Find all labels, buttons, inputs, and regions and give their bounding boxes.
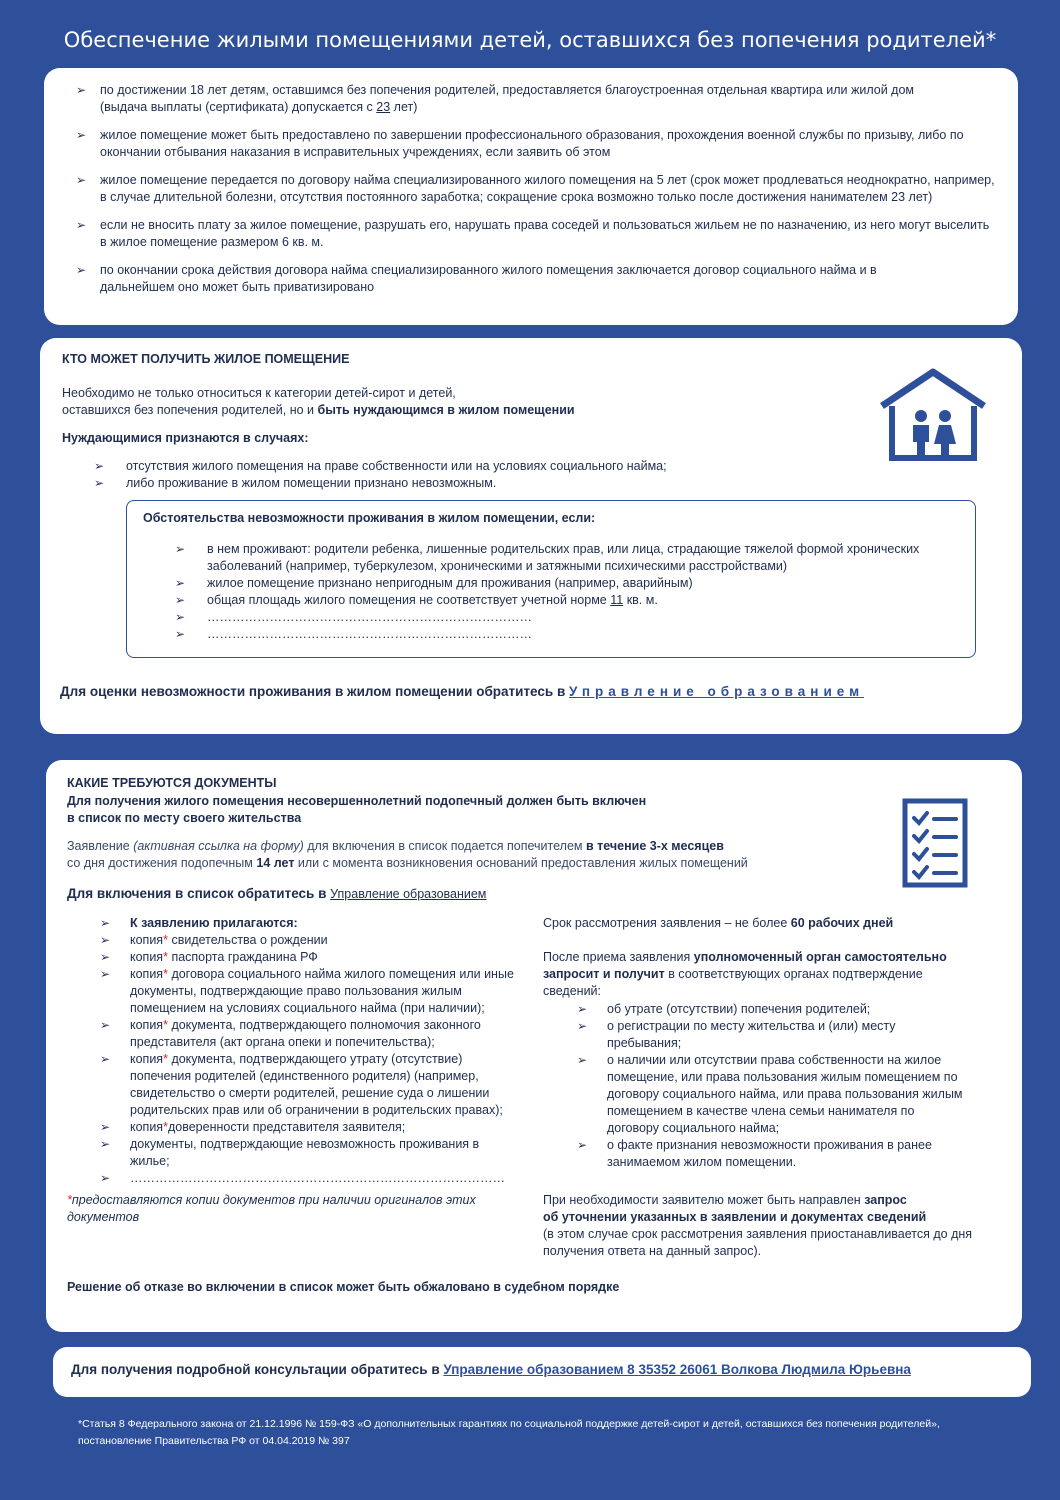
- general-info-list: [76, 82, 996, 307]
- house-children-icon: [878, 366, 988, 462]
- list-item: ➢ копия* договора социального найма жилого помещения или иные документы, подтверждающие право пользования жилым помещением на условиях социального найма (при наличии);: [100, 966, 520, 1017]
- list-contact: Для включения в список обратитесь в Управление образованием: [67, 886, 487, 901]
- needy-title: Нуждающимися признаются в случаях:: [62, 431, 309, 445]
- list-item: ➢ ……………………………………………………………………: [175, 626, 955, 643]
- list-item: ➢ общая площадь жилого помещения не соответствует учетной норме 11 кв. м.: [175, 592, 955, 609]
- assessment-contact: Для оценки невозможности проживания в жилом помещении обратитесь в Управление образованием: [60, 684, 865, 699]
- general-info-card: [44, 68, 1018, 325]
- requested-info-list: [577, 1001, 967, 1171]
- checklist-icon: [902, 798, 968, 888]
- review-term: Срок рассмотрения заявления – не более 60 рабочих дней: [543, 916, 894, 930]
- consultation-contact-link[interactable]: Управление образованием 8 35352 26061 Волкова Людмила Юрьевна: [443, 1362, 911, 1377]
- list-item: ➢ копия* свидетельства о рождении: [100, 932, 520, 949]
- list-item: ➢ копия* паспорта гражданина РФ: [100, 949, 520, 966]
- list-item: ➢ копия* документа, подтверждающего утрату (отсутствие) попечения родителей (единственного родителя) (например, свидетельство о смерти родителей, решение суда о лишении родительских прав или об ограничении в родительских правах);: [100, 1051, 520, 1119]
- list-item: ➢ жилое помещение передается по договору найма специализированного жилого помещения на 5 лет (срок может продлеваться неоднократно, например, в случае длительной болезни, отсутствия постоянного заработка; сокращение срока возможно только после достижения нанимателем 23 лет): [76, 172, 996, 206]
- list-item: ➢ либо проживание в жилом помещении признано невозможным.: [94, 475, 794, 492]
- list-item: ➢ по окончании срока действия договора найма специализированного жилого помещения заключается договор социального найма и в дальнейшем оно может быть приватизировано: [76, 262, 900, 296]
- impossibility-list: [175, 541, 955, 643]
- needy-list: [94, 458, 794, 492]
- intro-text: Необходимо не только относиться к категории детей-сирот и детей, оставшихся без попечения родителей, но и быть нуждающимся в жилом помещении: [62, 386, 575, 417]
- after-application-text: После приема заявления уполномоченный орган самостоятельно запросит и получит в соответствующих органах подтверждение сведений:: [543, 950, 947, 998]
- education-department-link[interactable]: Управление образованием: [330, 887, 487, 901]
- impossibility-box: [126, 500, 976, 658]
- page-title: Обеспечение жилыми помещениями детей, оставшихся без попечения родителей*: [63, 28, 997, 52]
- list-item: ➢ жилое помещение признано непригодным для проживания (например, аварийным): [175, 575, 955, 592]
- list-item: ➢ жилое помещение может быть предоставлено по завершении профессионального образования, прохождения военной службы по призыву, либо по окончании отбывания наказания в исправительных учреждениях, если заявить об этом: [76, 127, 996, 161]
- list-item: ➢ К заявлению прилагаются:: [100, 915, 520, 932]
- list-item: ➢ в нем проживают: родители ребенка, лишенные родительских прав, или лица, страдающие тяжелой формой хронических заболеваний (например, туберкулезом, хроническими и затяжными психическими расстройствами): [175, 541, 955, 575]
- application-text: Заявление (активная ссылка на форму) для включения в список подается попечителем в течение 3-х месяцев со дня достижения подопечным 14 лет или с момента возникновения оснований предоставления жилых помещений: [67, 839, 748, 870]
- consultation-card: [53, 1347, 1031, 1397]
- list-item: ➢ о факте признания невозможности проживания в ранее занимаемом жилом помещении.: [577, 1137, 967, 1171]
- attachments-list: [100, 915, 520, 1187]
- section-heading: КТО МОЖЕТ ПОЛУЧИТЬ ЖИЛОЕ ПОМЕЩЕНИЕ: [62, 352, 350, 366]
- list-item: ➢ документы, подтверждающие невозможность проживания в жилье;: [100, 1136, 520, 1170]
- list-item: ➢ об утрате (отсутствии) попечения родителей;: [577, 1001, 967, 1018]
- list-item: ➢ отсутствия жилого помещения на праве собственности или на условиях социального найма;: [94, 458, 794, 475]
- list-item: ➢ о регистрации по месту жительства и (или) месту пребывания;: [577, 1018, 967, 1052]
- list-item: ➢ ………………………………………………………………………………: [100, 1170, 520, 1187]
- list-item: ➢ по достижении 18 лет детям, оставшимся без попечения родителей, предоставляется благоустроенная отдельная квартира или жилой дом (выдача выплаты (сертификата) допускается с 23 лет): [76, 82, 996, 116]
- documents-card: [46, 760, 1022, 1332]
- clarification-request: При необходимости заявителю может быть направлен запрос об уточнении указанных в заявлении и документах сведений (в этом случае срок рассмотрения заявления приостанавливается до дня получения ответа на данный запрос).: [543, 1193, 973, 1258]
- copies-note: *предоставляются копии документов при наличии оригиналов этих документов: [67, 1193, 476, 1224]
- who-can-get-card: [40, 338, 1022, 734]
- box-title: Обстоятельства невозможности проживания в жилом помещении, если:: [143, 511, 596, 525]
- footnote: *Статья 8 Федерального закона от 21.12.1996 № 159-ФЗ «О дополнительных гарантиях по социальной поддержке детей-сирот и детей, оставшихся без попечения родителей», постановление Правительства РФ от 04.04.2019 № 397: [78, 1418, 940, 1447]
- section-heading: КАКИЕ ТРЕБУЮТСЯ ДОКУМЕНТЫ: [67, 776, 277, 790]
- list-item: ➢ если не вносить плату за жилое помещение, разрушать его, нарушать права соседей и пользоваться жильем не по назначению, из него могут выселить в жилое помещение размером 6 кв. м.: [76, 217, 996, 251]
- list-item: ➢ ……………………………………………………………………: [175, 609, 955, 626]
- list-item: ➢ копия*доверенности представителя заявителя;: [100, 1119, 520, 1136]
- documents-subtitle: Для получения жилого помещения несовершеннолетний подопечный должен быть включен в список по месту своего жительства: [67, 794, 647, 825]
- list-item: ➢ копия* документа, подтверждающего полномочия законного представителя (акт органа опеки и попечительства);: [100, 1017, 520, 1051]
- consultation-text: Для получения подробной консультации обратитесь в Управление образованием 8 35352 26061 Волкова Людмила Юрьевна: [71, 1362, 911, 1377]
- education-department-link[interactable]: Управление образованием: [569, 684, 865, 699]
- application-form-link[interactable]: Заявление: [67, 839, 134, 853]
- appeal-note: Решение об отказе во включении в список может быть обжаловано в судебном порядке: [67, 1280, 620, 1294]
- list-item: ➢ о наличии или отсутствии права собственности на жилое помещение, или права пользования жилым помещением по договору социального найма, или права пользования жилым помещением в качестве члена семьи нанимателя по договору социального найма;: [577, 1052, 967, 1137]
